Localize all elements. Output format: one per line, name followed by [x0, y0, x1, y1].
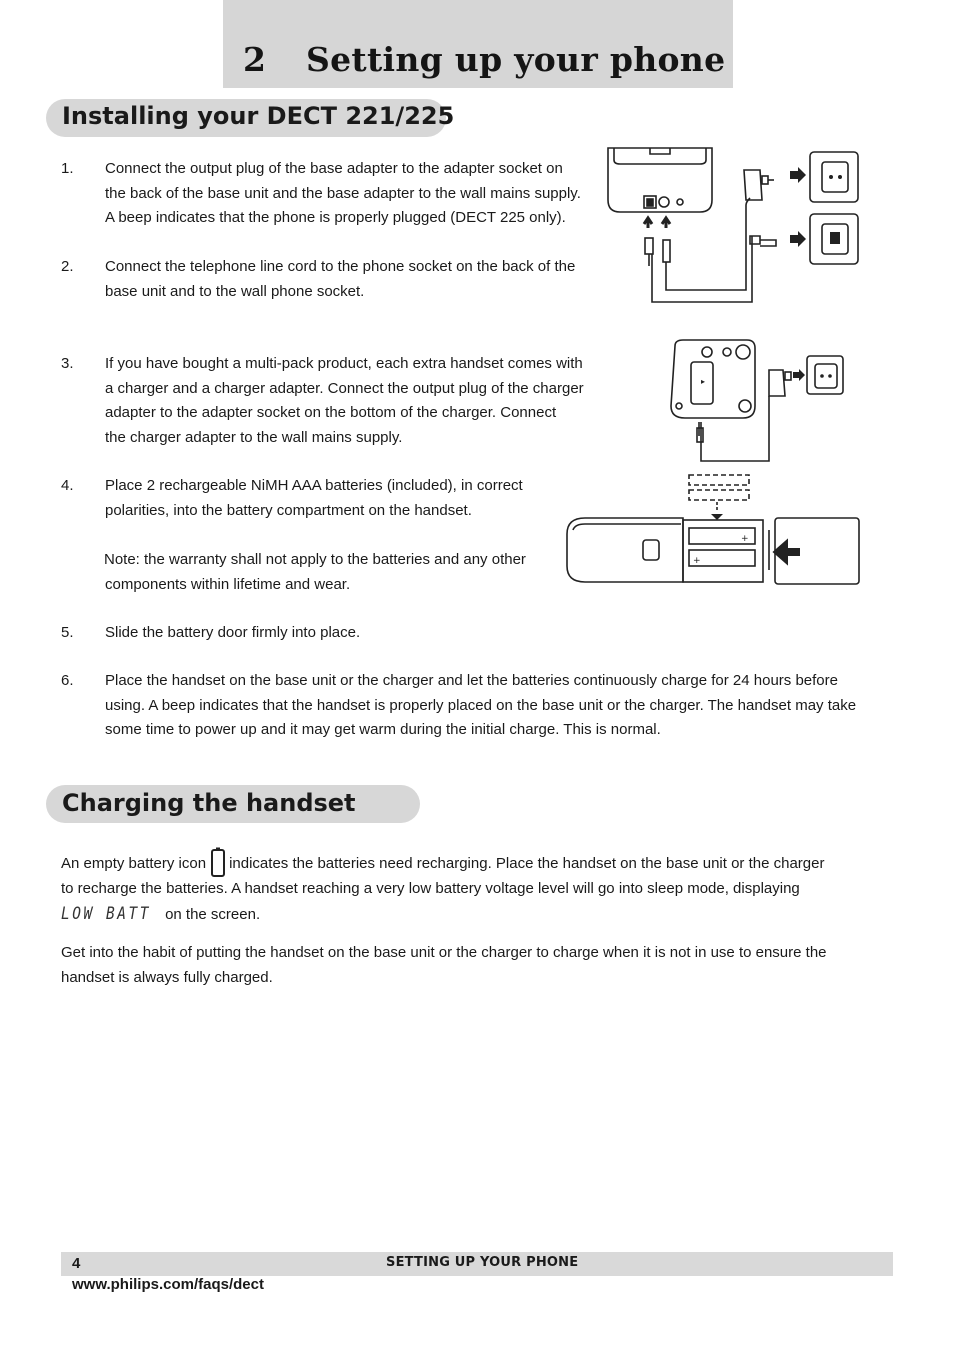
footer-url: www.philips.com/faqs/dect [72, 1276, 264, 1293]
warranty-note [104, 548, 526, 597]
step-line: A beep indicates that the phone is properly plugged (DECT 225 only). [105, 209, 566, 226]
step-line: some time to power up and it may get warm during the initial charge. This is normal. [105, 721, 661, 738]
power-adapter [744, 170, 762, 200]
step-line: Place 2 rechargeable NiMH AAA batteries (included), in correct [105, 477, 523, 494]
charging-paragraph-2 [61, 941, 901, 990]
battery-compartment [683, 520, 763, 582]
handset-body [567, 518, 683, 582]
charging-text: Get into the habit of putting the handset on the base unit or the charger to charge when it is not in use to ensure the [61, 944, 827, 961]
step-line: base unit and to the wall phone socket. [105, 282, 365, 300]
adapter-socket [659, 197, 669, 207]
step-line: polarities, into the battery compartment on the handset. [105, 501, 472, 519]
step-line: the back of the base unit and the base adapter to the wall mains supply. [105, 184, 581, 202]
section-install-title: Installing your DECT 221/225 [62, 102, 455, 130]
step-number: 1. [61, 160, 74, 177]
step-line: the charger adapter to the wall mains supply. [105, 428, 403, 446]
step-number: 5. [61, 624, 74, 641]
footer-section-title: SETTING UP YOUR PHONE [386, 1255, 579, 1270]
charging-paragraph-1 [61, 847, 901, 927]
charger-connection-illustration [665, 336, 850, 466]
chapter-title [243, 40, 725, 79]
charging-text: indicates the batteries need recharging. Place the handset on the base unit or the charger [229, 855, 825, 872]
note-line: components within lifetime and wear. [105, 575, 351, 593]
battery-insertion-illustration [565, 470, 865, 590]
empty-battery-icon [211, 847, 225, 877]
base-unit-connection-illustration [600, 140, 870, 310]
svg-text:▸: ▸ [701, 377, 706, 386]
step-line: Connect the telephone line cord to the phone socket on the back of the [105, 258, 576, 275]
chapter-title-text: Setting up your phone [306, 40, 726, 79]
svg-text:+: + [693, 556, 701, 566]
base-unit-outline [608, 148, 712, 212]
step-number: 3. [61, 355, 74, 372]
step-number: 6. [61, 672, 74, 689]
svg-text:+: + [741, 534, 749, 544]
step-line: Place the handset on the base unit or the charger and let the batteries continuously charge for 24 hours before [105, 672, 838, 689]
charging-text: to recharge the batteries. A handset reaching a very low battery voltage level will go into sleep mode, displaying [61, 880, 800, 897]
step-line: Connect the output plug of the base adapter to the adapter socket on [105, 160, 563, 177]
step-number: 4. [61, 477, 74, 494]
charger-adapter [769, 370, 785, 396]
lcd-low-batt-text: LOW BATT [61, 903, 152, 924]
adapter-plug [663, 240, 670, 262]
step-line: Slide the battery door firmly into place. [105, 624, 361, 641]
charging-text: on the screen. [165, 905, 261, 923]
phone-plug [645, 238, 653, 254]
charging-text: An empty battery icon [61, 855, 207, 872]
step-number: 2. [61, 258, 74, 275]
charging-text: handset is always fully charged. [61, 968, 273, 986]
note-line: Note: the warranty shall not apply to the batteries and any other [104, 551, 526, 568]
step-line: using. A beep indicates that the handset is properly placed on the base unit or the charger. The handset may take [105, 696, 857, 714]
step-line: a charger and a charger adapter. Connect the output plug of the charger [105, 379, 584, 397]
step-line: If you have bought a multi-pack product, each extra handset comes with [105, 355, 583, 372]
mains-wall-socket [810, 152, 858, 202]
step-line: adapter to the adapter socket on the bottom of the charger. Connect [105, 404, 557, 421]
chapter-number: 2 [243, 40, 267, 79]
section-charge-title: Charging the handset [62, 789, 356, 817]
page-number: 4 [72, 1255, 81, 1272]
